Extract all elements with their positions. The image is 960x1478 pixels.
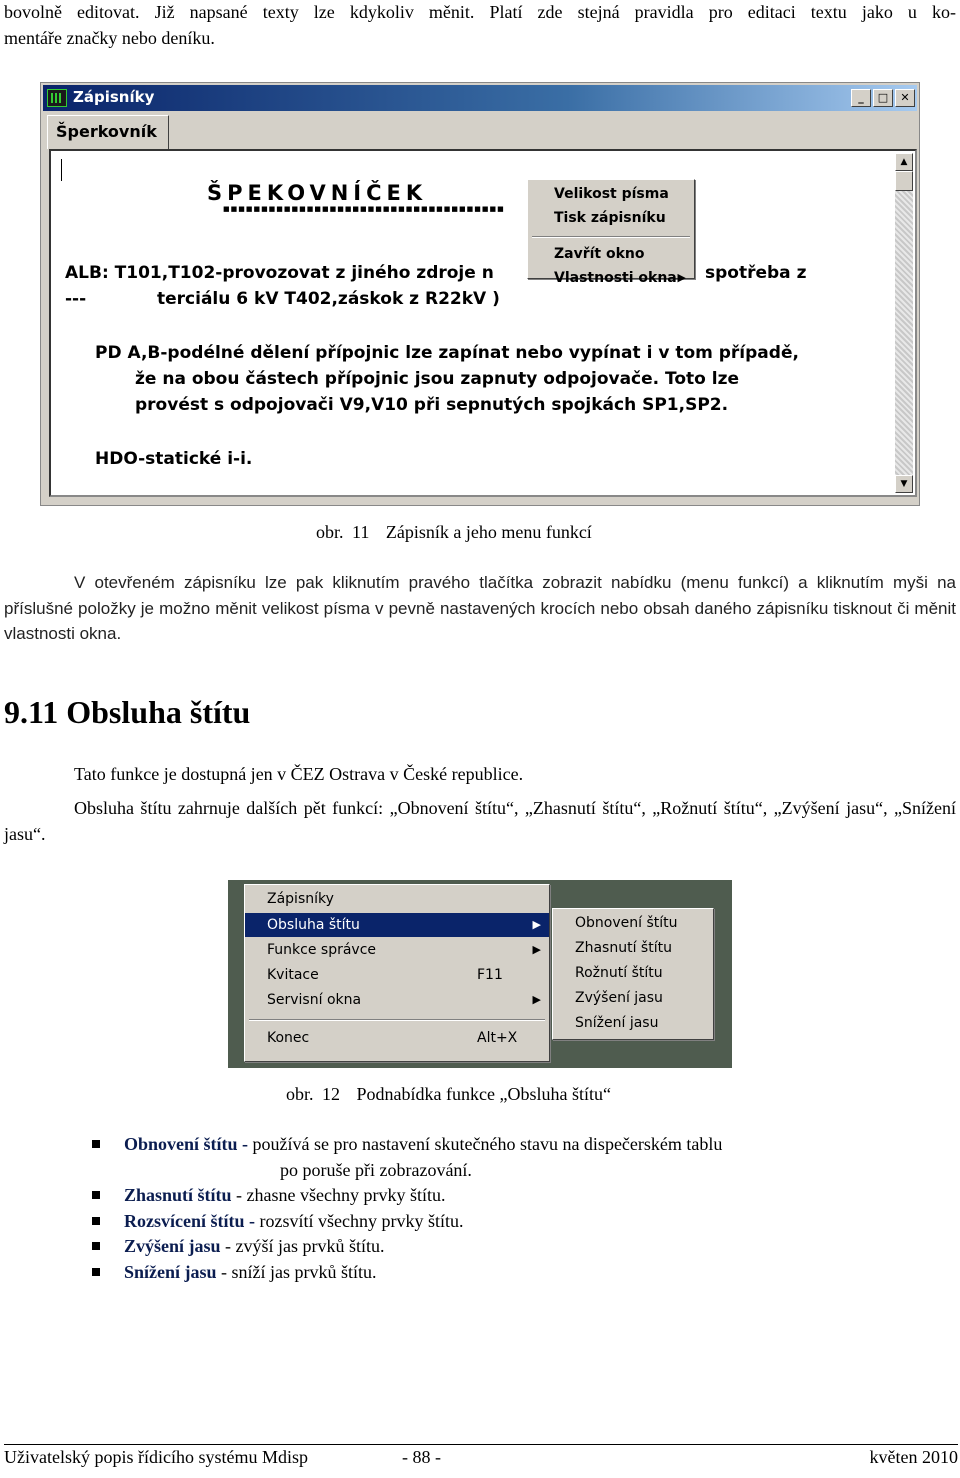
list-item bbox=[92, 1209, 912, 1235]
menu-screenshot bbox=[228, 880, 732, 1068]
intro-line-1: bovolně editovat. Již napsané texty lze kdykoliv měnit. Platí zde stejná pravidla pro editaci textu jako u ko- bbox=[4, 2, 956, 22]
list-item bbox=[92, 1132, 912, 1183]
figure-caption-11 bbox=[316, 522, 592, 543]
menu-item-admin-functions[interactable] bbox=[245, 938, 549, 962]
scroll-up-icon[interactable]: ▲ bbox=[895, 153, 913, 171]
list-item-desc: - zhasne všechny prvky štítu. bbox=[231, 1185, 446, 1206]
list-item-term: Snížení jasu bbox=[124, 1261, 217, 1282]
menu-separator bbox=[249, 1019, 545, 1021]
footer-date: květen 2010 bbox=[869, 1447, 958, 1467]
menu-item-label: Kvitace bbox=[267, 967, 319, 983]
context-menu bbox=[527, 179, 695, 286]
note-heading-underline: ■■■■■■■■■■■■■■■■■■■■■■■■■■■■■■■■■■■■■ bbox=[223, 205, 505, 213]
menu-item-window-properties[interactable] bbox=[528, 266, 694, 290]
menu-item-acknowledge[interactable] bbox=[245, 963, 549, 987]
scroll-down-icon[interactable]: ▼ bbox=[895, 475, 913, 493]
notepad-editor[interactable] bbox=[49, 149, 917, 497]
menu-separator bbox=[532, 236, 690, 238]
list-item-term: Zhasnutí štítu bbox=[124, 1185, 232, 1206]
close-button[interactable]: ✕ bbox=[895, 89, 915, 107]
note-hdo: HDO-statické i-i. bbox=[95, 449, 253, 469]
text-caret bbox=[61, 159, 62, 181]
note-pd-line2: že na obou částech přípojnic jsou zapnuty odpojovače. Toto lze bbox=[135, 369, 740, 389]
menu-accelerator: Alt+X bbox=[477, 1030, 518, 1046]
window-title: Zápisníky bbox=[73, 88, 155, 106]
note-heading: ŠPEKOVNÍČEK bbox=[207, 181, 428, 205]
window-titlebar[interactable] bbox=[43, 85, 917, 111]
submenu-item-turn-on[interactable]: Rožnutí štítu bbox=[575, 965, 663, 981]
paragraph-menu-description: V otevřeném zápisníku lze pak kliknutím pravého tlačítka zobrazit nabídku (menu funkcí) a kliknutím myši na příslušné položky je možno měnit velikost písma v pevně nastavených krocích nebo obsah daného zápisníku tisknout či měnit vlastnosti okna. bbox=[4, 573, 956, 643]
caption-text: Zápisník a jeho menu funkcí bbox=[385, 522, 592, 542]
bullet-icon bbox=[92, 1191, 100, 1199]
list-item-desc-continued: po poruše při zobrazování. bbox=[280, 1159, 472, 1180]
figure-caption-12 bbox=[286, 1084, 611, 1105]
caption-number: 12 bbox=[322, 1084, 341, 1104]
menu-item-label: Konec bbox=[267, 1030, 310, 1046]
caption-number: 11 bbox=[352, 522, 370, 542]
note-alb-line1: ALB: T101,T102-provozovat z jiného zdroje n bbox=[65, 263, 494, 283]
main-menu bbox=[244, 884, 550, 1062]
list-item-term: Obnovení štítu - bbox=[124, 1134, 249, 1154]
section-number: 9.11 bbox=[4, 694, 59, 730]
note-alb-dash: --- bbox=[65, 289, 87, 309]
menu-item-label: Vlastnosti okna bbox=[554, 270, 677, 286]
list-item-desc: - zvýší jas prvků štítu. bbox=[220, 1236, 385, 1257]
note-alb-line1-end: spotřeba z bbox=[705, 263, 807, 283]
bullet-icon bbox=[92, 1268, 100, 1276]
submenu-arrow-icon: ▶ bbox=[532, 943, 541, 956]
submenu-item-restore[interactable]: Obnovení štítu bbox=[575, 915, 678, 931]
menu-item-label: Servisní okna bbox=[267, 992, 362, 1008]
submenu-arrow-icon: ▶ bbox=[532, 918, 541, 931]
minimize-button[interactable]: _ bbox=[851, 89, 871, 107]
menu-item-notepads[interactable]: Zápisníky bbox=[267, 891, 334, 907]
submenu-item-decrease-brightness[interactable]: Snížení jasu bbox=[575, 1015, 659, 1031]
menu-item-label: Obsluha štítu bbox=[267, 917, 360, 933]
menu-item-print[interactable]: Tisk zápisníku bbox=[554, 210, 666, 226]
footer-title: Uživatelský popis řídicího systému Mdisp bbox=[4, 1447, 308, 1467]
note-pd-line3: provést s odpojovači V9,V10 při sepnutých spojkách SP1,SP2. bbox=[135, 395, 729, 415]
submenu-arrow-icon: ▶ bbox=[532, 993, 541, 1006]
scroll-thumb[interactable] bbox=[895, 171, 913, 191]
list-item-term: Zvýšení jasu bbox=[124, 1236, 221, 1257]
menu-item-label: Funkce správce bbox=[267, 942, 377, 958]
intro-text bbox=[4, 0, 956, 51]
page-number: - 88 - bbox=[402, 1447, 441, 1467]
list-item bbox=[92, 1260, 912, 1286]
submenu-item-increase-brightness[interactable]: Zvýšení jasu bbox=[575, 990, 663, 1006]
section-heading bbox=[4, 694, 250, 731]
menu-item-service-windows[interactable] bbox=[245, 988, 549, 1012]
app-icon bbox=[47, 89, 67, 107]
maximize-button[interactable]: □ bbox=[873, 89, 893, 107]
paragraph-availability: Tato funkce je dostupná jen v ČEZ Ostrava v České republice. bbox=[74, 764, 524, 784]
caption-prefix: obr. bbox=[286, 1084, 314, 1104]
bullet-icon bbox=[92, 1217, 100, 1225]
submenu-arrow-icon: ▶ bbox=[677, 271, 686, 284]
note-alb-line2: terciálu 6 kV T402,záskok z R22kV ) bbox=[157, 289, 500, 309]
section-title: Obsluha štítu bbox=[66, 694, 251, 730]
page-footer bbox=[4, 1444, 958, 1471]
menu-item-font-size[interactable]: Velikost písma bbox=[554, 186, 669, 202]
note-pd-line1: PD A,B-podélné dělení přípojnic lze zapínat nebo vypínat i v tom případě, bbox=[95, 343, 799, 363]
paragraph-functions: Obsluha štítu zahrnuje dalších pět funkcí: „Obnovení štítu“, „Zhasnutí štítu“, „Rožnutí štítu“, „Zvýšení jasu“, „Snížení jasu“. bbox=[4, 798, 956, 844]
menu-item-display-panel[interactable] bbox=[245, 913, 549, 937]
bullet-icon bbox=[92, 1242, 100, 1250]
list-item-desc: - sníží jas prvků štítu. bbox=[216, 1261, 377, 1282]
list-item-desc: rozsvítí všechny prvky štítu. bbox=[254, 1210, 464, 1231]
submenu-display-panel bbox=[552, 908, 714, 1040]
function-list bbox=[92, 1132, 912, 1286]
caption-text: Podnabídka funkce „Obsluha štítu“ bbox=[356, 1084, 611, 1104]
menu-accelerator: F11 bbox=[477, 967, 503, 983]
list-item-term: Rozsvícení štítu - bbox=[124, 1210, 255, 1231]
bullet-icon bbox=[92, 1140, 100, 1148]
list-item bbox=[92, 1234, 912, 1260]
list-item-desc: používá se pro nastavení skutečného stavu na dispečerském tablu bbox=[248, 1134, 723, 1154]
tab-sperkovnik[interactable]: Šperkovník bbox=[47, 115, 169, 149]
list-item bbox=[92, 1183, 912, 1209]
menu-item-exit[interactable] bbox=[245, 1026, 549, 1050]
caption-prefix: obr. bbox=[316, 522, 344, 542]
vertical-scrollbar[interactable] bbox=[895, 153, 913, 493]
notepad-window bbox=[40, 82, 920, 506]
submenu-item-turn-off[interactable]: Zhasnutí štítu bbox=[575, 940, 672, 956]
menu-item-close-window[interactable]: Zavřít okno bbox=[554, 246, 645, 262]
intro-line-2: mentáře značky nebo deníku. bbox=[4, 27, 215, 48]
